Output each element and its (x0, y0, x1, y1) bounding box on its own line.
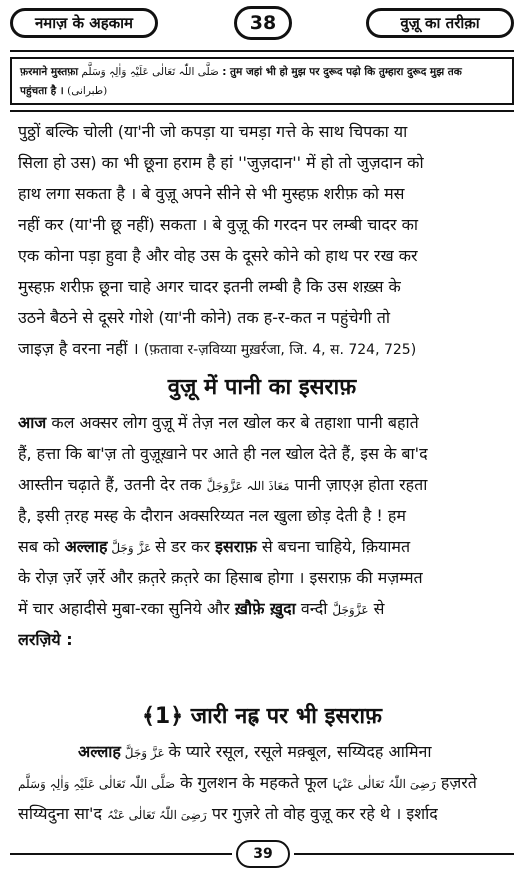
section-heading-flowing-river: ﴾1﴿ जारी नह्र पर भी इसराफ़ (142, 704, 382, 729)
book-title-header: नमाज़ के अहकाम (10, 8, 158, 38)
saying-label: फ़रमाने मुस्तफ़ा (20, 66, 79, 78)
footer-rule-right (294, 853, 514, 855)
saying-text-line2: पहुंचता है । (20, 85, 64, 97)
saying-source: (طبرانی) (67, 85, 108, 97)
paragraph-1 (18, 116, 508, 364)
text-line: सब को अल्लाह عَزَّ وَجَلَّ से डर कर इसराफ़ से बचना चाहिये, क़ियामत (18, 537, 411, 556)
text-line: लरज़िये : (18, 630, 73, 649)
text-line: हैं, हत्ता कि बा'ज़ तो वुज़ूख़ाने पर आते ही नल खोल देते हैं, इस के बा'द (18, 444, 428, 463)
paragraph-2 (18, 407, 508, 655)
text-line: सिला हो उस) का भी छूना हराम है हां ''जुज़दान'' में हो तो जुज़दान को (18, 153, 424, 172)
text-line: उठने बैठने से दूसरे गोशे (या'नी कोने) तक ह-र-कत न पहुंचेगी तो (18, 308, 390, 327)
text-line: सय्यिदुना सा'द رَضِیَ اللّٰہُ تَعَالٰی عَنْہُ पर गुज़रे तो वोह वुज़ू कर रहे थे । इर्शाद (18, 804, 438, 823)
page-number-header: 38 (234, 6, 292, 40)
text-line: है, इसी त़रह मस्ह के दौरान अक्सरिय्यत नल खुला छोड़ देती है ! हम (18, 506, 406, 525)
paragraph-3 (18, 736, 508, 829)
text-line: पुठ्ठों बल्कि चोली (या'नी जो कपड़ा या चमड़ा गत्ते के साथ चिपका या (18, 122, 408, 141)
saying-text-line1: : तुम जहां भी हो मुझ पर दुरूद पढ़ो कि तुम्हारा दुरूद मुझ तक (222, 66, 462, 78)
text-line: में चार अहादीसे मुबा-रका सुनिये और ख़ौफ़े ख़ुदा वन्दी عَزَّوَجَلَّ से (18, 599, 385, 618)
text-line: अल्लाह عَزَّ وَجَلَّ के प्यारे रसूल, रसूले मक़्बूल, सय्यिदह आमिना (78, 742, 432, 761)
reference-citation: (फ़तावा र-ज़विय्या मुख़र्रजा, जि. 4, स. 724, 725) (143, 342, 417, 358)
footer-rule-left (10, 853, 232, 855)
chapter-title-header: वुज़ू का तरीक़ा (366, 8, 514, 38)
text-line: मुस्हफ़ शरीफ़ छूना चाहे अगर चादर इतनी लम्बी है कि उस शख़्स के (18, 277, 401, 296)
section-heading-water-wastage: वुज़ू में पानी का इसराफ़ (167, 375, 357, 400)
text-line: صَلَّی اللّٰہ تَعَالٰی عَلَیْہِ وَاٰلِہٖ وَسَلَّم के गुलशन के महकते फूल رَضِیَ اللّٰہُ تَعَالٰی عَنْہَا हज़रते (18, 773, 477, 792)
header-divider (10, 50, 514, 52)
saying-salutation: صَلَّی اللّٰہ تَعَالٰی عَلَیْہِ وَاٰلِہٖ وَسَلَّم (81, 66, 219, 78)
text-line: नहीं कर (या'नी छू नहीं) सकता । बे वुज़ू की गरदन पर लम्बी चादर का (18, 215, 419, 234)
text-line-end: जाइज़ है वरना नहीं । (18, 339, 139, 358)
prophetic-saying-box (10, 57, 514, 105)
text-line: एक कोना पड़ा हुवा है और वोह उस के दूसरे कोने को हाथ पर रख कर (18, 246, 418, 265)
text-line-with-citation (18, 333, 508, 364)
text-line: हाथ लगा सकता है । बे वुज़ू अपने सीने से भी मुस्हफ़ शरीफ़ को मस (18, 184, 405, 203)
text-line: के रोज़ ज़र्रे ज़र्रे और क़त़रे क़त़रे का हिसाब होगा । इसराफ़ की मज़म्मत (18, 568, 423, 587)
page-number-footer: 39 (236, 840, 290, 868)
text-line: आज कल अक्सर लोग वुज़ू में तेज़ नल खोल कर बे तहाशा पानी बहाते (18, 413, 419, 432)
saying-divider (10, 110, 514, 112)
text-line: आस्तीन चढ़ाते हैं, उतनी देर तक مَعَاذَ اللہ عَزَّوَجَلَّ पानी ज़ाएअ़ होता रहता (18, 475, 428, 494)
